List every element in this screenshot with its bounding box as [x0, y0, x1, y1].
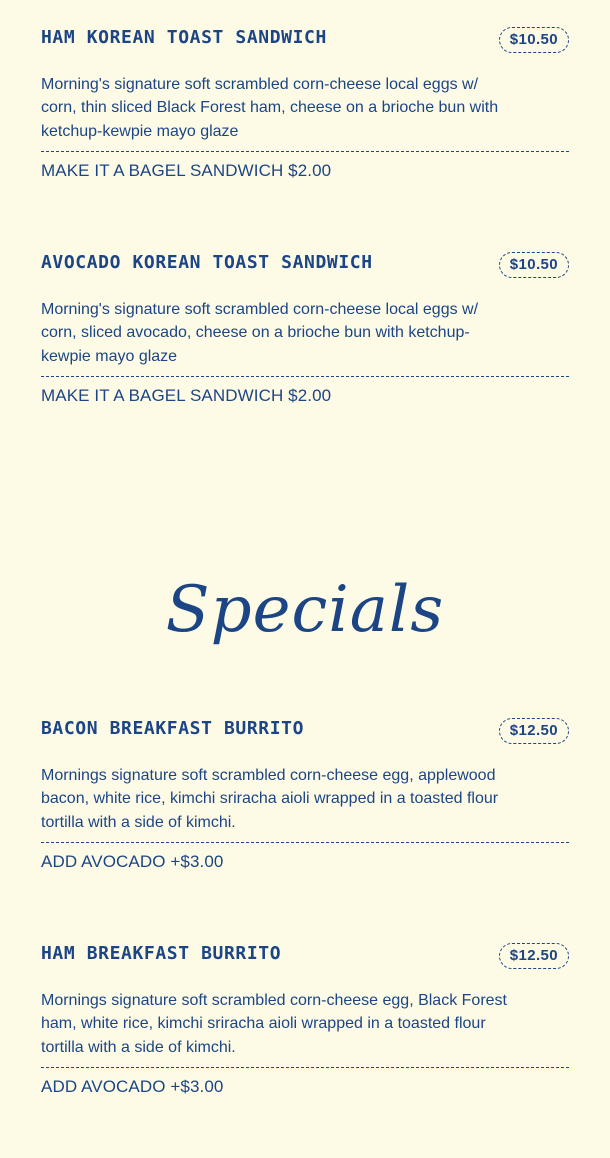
menu-item-addon: MAKE IT A BAGEL SANDWICH $2.00 [41, 385, 332, 405]
menu-item-description: Mornings signature soft scrambled corn-cheese egg, applewood bacon, white rice, kimchi sriracha aioli wrapped in a toasted flour tortilla with a side of kimchi. [41, 767, 499, 831]
dashed-divider [41, 1067, 569, 1068]
menu-item-bacon-breakfast-burrito [41, 718, 569, 873]
menu-item-addon: MAKE IT A BAGEL SANDWICH $2.00 [41, 160, 332, 180]
section-title-specials: Specials [165, 573, 445, 647]
menu-item-description: Mornings signature soft scrambled corn-cheese egg, Black Forest ham, white rice, kimchi sriracha aioli wrapped in a toasted flour tortilla with a side of kimchi. [41, 992, 507, 1056]
price-badge: $10.50 [499, 27, 569, 53]
menu-item-name: HAM BREAKFAST BURRITO [41, 943, 282, 964]
menu-item-name: HAM KOREAN TOAST SANDWICH [41, 27, 327, 48]
menu-item-description: Morning's signature soft scrambled corn-cheese local eggs w/ corn, thin sliced Black Forest ham, cheese on a brioche bun with ketchup-kewpie mayo glaze [41, 76, 499, 140]
price-badge: $10.50 [499, 252, 569, 278]
menu-item-description: Morning's signature soft scrambled corn-cheese local eggs w/ corn, sliced avocado, cheese on a brioche bun with ketchup-kewpie mayo glaze [41, 301, 479, 365]
price-badge: $12.50 [499, 943, 569, 969]
dashed-divider [41, 151, 569, 152]
menu-item-name: AVOCADO KOREAN TOAST SANDWICH [41, 252, 373, 273]
menu-item-header [41, 718, 569, 748]
menu-item-ham-breakfast-burrito [41, 943, 569, 1098]
menu-item-addon: ADD AVOCADO +$3.00 [41, 851, 224, 871]
menu-item-header [41, 943, 569, 973]
dashed-divider [41, 842, 569, 843]
menu-item-name: BACON BREAKFAST BURRITO [41, 718, 305, 739]
dashed-divider [41, 376, 569, 377]
menu-item-header [41, 27, 569, 57]
menu-item-ham-korean-toast-sandwich [41, 27, 569, 182]
menu-item-header [41, 252, 569, 282]
menu-item-addon: ADD AVOCADO +$3.00 [41, 1076, 224, 1096]
menu-item-avocado-korean-toast-sandwich [41, 252, 569, 407]
price-badge: $12.50 [499, 718, 569, 744]
